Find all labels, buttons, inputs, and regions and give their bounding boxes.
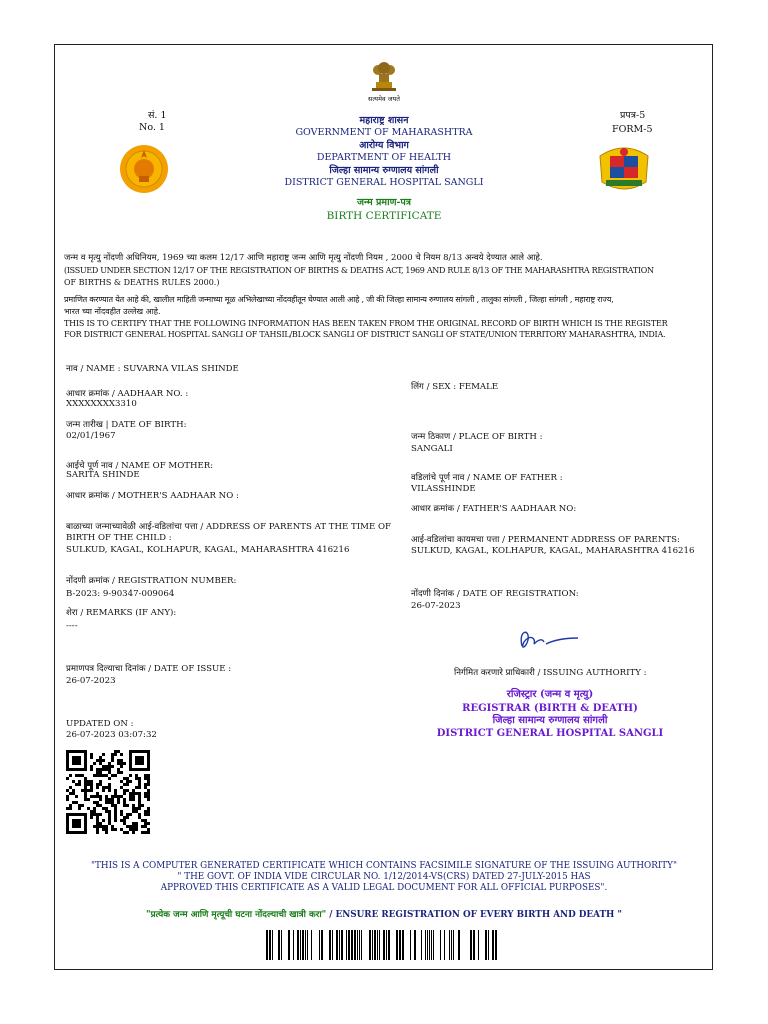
title-mr: जन्म प्रमाण-पत्र: [356, 197, 412, 208]
form-mr: प्रपत्र-5: [620, 110, 646, 121]
footer-slogan: [60, 910, 708, 921]
mother-label: आईचे पूर्ण नाव / NAME OF MOTHER:: [66, 461, 214, 471]
registrar-line4: DISTRICT GENERAL HOSPITAL SANGLI: [436, 728, 664, 739]
registrar-line1: रजिस्ट्रार (जन्म व मृत्यु): [506, 689, 594, 700]
aadhaar-label: आधार क्रमांक / AADHAAR NO. :: [66, 389, 189, 399]
name-field: [66, 364, 239, 375]
slogan-en: / ENSURE REGISTRATION OF EVERY BIRTH AND DEATH ": [326, 910, 622, 920]
father-label: वडिलांचे पूर्ण नाव / NAME OF FATHER :: [411, 473, 563, 483]
intro-p1-en-1: (ISSUED UNDER SECTION 12/17 OF THE REGISTRATION OF BIRTHS & DEATHS ACT, 1969 AND RULE 8/13 OF THE MAHARASHTRA REGISTRATION: [64, 266, 654, 275]
regdate-label: नोंदणी दिनांक / DATE OF REGISTRATION:: [411, 589, 579, 599]
addr-perm-label: आई-वडिलांचा कायमचा पत्ता / PERMANENT ADDRESS OF PARENTS:: [411, 535, 680, 545]
addr-child-value: SULKUD, KAGAL, KOLHAPUR, KAGAL, MAHARASHTRA 416216: [66, 545, 350, 555]
intro-p1-mr: जन्म व मृत्यु नोंदणी अधिनियम, 1969 च्या कलम 12/17 आणि महाराष्ट्र जन्म आणि मृत्यु नोंदणी नियम , 2000 चे नियम 8/13 अन्वये देण्यात आले आहे.: [64, 253, 543, 263]
aadhaar-value: XXXXXXXX3310: [66, 399, 137, 409]
maharashtra-seal-icon: [113, 140, 175, 198]
emblem-caption: सत्यमेव जयते: [368, 95, 400, 103]
issue-value: 26-07-2023: [66, 676, 116, 686]
pob-label: जन्म ठिकाण / PLACE OF BIRTH :: [411, 432, 543, 442]
dept-en: DEPARTMENT OF HEALTH: [316, 152, 452, 163]
issue-label: प्रमाणपत्र दिल्याचा दिनांक / DATE OF ISSUE :: [66, 664, 232, 674]
footer-note-2: " THE GOVT. OF INDIA VIDE CIRCULAR NO. 1/12/2014-VS(CRS) DATED 27-JULY-2015 HAS: [177, 872, 591, 882]
gov-mr: महाराष्ट्र शासन: [359, 115, 409, 126]
regno-label: नोंदणी क्रमांक / REGISTRATION NUMBER:: [66, 576, 237, 586]
footer-note-3: APPROVED THIS CERTIFICATE AS A VALID LEGAL DOCUMENT FOR ALL OFFICIAL PURPOSES".: [160, 883, 608, 893]
footer-note-1: "THIS IS A COMPUTER GENERATED CERTIFICATE WHICH CONTAINS FACSIMILE SIGNATURE OF THE ISSUING AUTHORITY": [90, 861, 678, 871]
form-en: FORM-5: [612, 124, 653, 135]
intro-p2-mr-1: प्रमाणित करण्यात येत आहे की, खालील माहिती जन्माच्या मूळ अभिलेखाच्या नोंदवहीतून घेण्यात आली आहे , जी की जिल्हा सामान्य रुग्णालय सांगली , तालुका सांगली , जिल्हा सांगली , महाराष्ट्र राज्य,: [64, 295, 614, 304]
serial-mr: सं. 1: [148, 110, 167, 121]
regdate-value: 26-07-2023: [411, 601, 461, 611]
hosp-mr: जिल्हा सामान्य रुग्णालय सांगली: [329, 165, 439, 176]
signature: [500, 624, 580, 656]
barcode: [266, 930, 502, 960]
intro-p2-mr-2: भारत च्या नोंदवहीत उल्लेख आहे.: [64, 307, 161, 316]
authority-label: निर्गमित करणारे प्राधिकारी / ISSUING AUTHORITY :: [454, 668, 647, 678]
addr-perm-value: SULKUD, KAGAL, KOLHAPUR, KAGAL, MAHARASHTRA 416216: [411, 546, 695, 556]
intro-p2-en-2: FOR DISTRICT GENERAL HOSPITAL SANGLI OF TAHSIL/BLOCK SANGLI OF DISTRICT SANGLI OF STATE/UNION TERRITORY MAHARASHTRA, INDIA.: [64, 330, 666, 339]
updated-label: UPDATED ON :: [66, 719, 134, 729]
dob-value: 02/01/1967: [66, 431, 116, 441]
sex-value: FEMALE: [458, 382, 499, 392]
mother-value: SARITA SHINDE: [66, 470, 140, 480]
registrar-line2: REGISTRAR (BIRTH & DEATH): [462, 703, 638, 714]
registrar-line3: जिल्हा सामान्य रुग्णालय सांगली: [492, 715, 608, 726]
name-value: SUVARNA VILAS SHINDE: [123, 364, 239, 374]
remarks-label: शेरा / REMARKS (IF ANY):: [66, 608, 177, 618]
sex-field: [411, 382, 498, 393]
mother-aadhaar-label: आधार क्रमांक / MOTHER'S AADHAAR NO :: [66, 491, 239, 501]
qr-code: [66, 750, 150, 834]
updated-value: 26-07-2023 03:07:32: [66, 730, 157, 740]
remarks-value: ----: [66, 621, 78, 631]
name-label: नाव / NAME :: [66, 364, 121, 374]
father-aadhaar-label: आधार क्रमांक / FATHER'S AADHAAR NO:: [411, 504, 577, 514]
addr-child-label-1: बाळाच्या जन्माच्यावेळी आई-वडिलांचा पत्ता / ADDRESS OF PARENTS AT THE TIME OF: [66, 522, 391, 532]
sex-label: लिंग / SEX :: [411, 382, 457, 392]
pob-value: SANGALI: [411, 444, 453, 454]
title-en: BIRTH CERTIFICATE: [326, 210, 442, 222]
intro-p1-en-2: OF BIRTHS & DEATHS RULES 2000.): [64, 278, 220, 287]
father-value: VILASSHINDE: [411, 484, 476, 494]
dob-label: जन्म तारीख | DATE OF BIRTH:: [66, 420, 187, 430]
gov-en: GOVERNMENT OF MAHARASHTRA: [295, 127, 473, 138]
serial-en: No. 1: [139, 122, 165, 133]
regno-value: B-2023: 9-90347-009064: [66, 589, 175, 599]
slogan-mr: "प्रत्येक जन्म आणि मृत्यूची घटना नोंदल्याची खात्री करा": [146, 910, 327, 920]
addr-child-label-2: BIRTH OF THE CHILD :: [66, 533, 172, 543]
hospital-logo-icon: [592, 142, 656, 194]
hosp-en: DISTRICT GENERAL HOSPITAL SANGLI: [284, 177, 484, 188]
intro-p2-en-1: THIS IS TO CERTIFY THAT THE FOLLOWING INFORMATION HAS BEEN TAKEN FROM THE ORIGINAL RECORD OF BIRTH WHICH IS THE REGISTER: [64, 319, 668, 328]
dept-mr: आरोग्य विभाग: [359, 140, 409, 151]
